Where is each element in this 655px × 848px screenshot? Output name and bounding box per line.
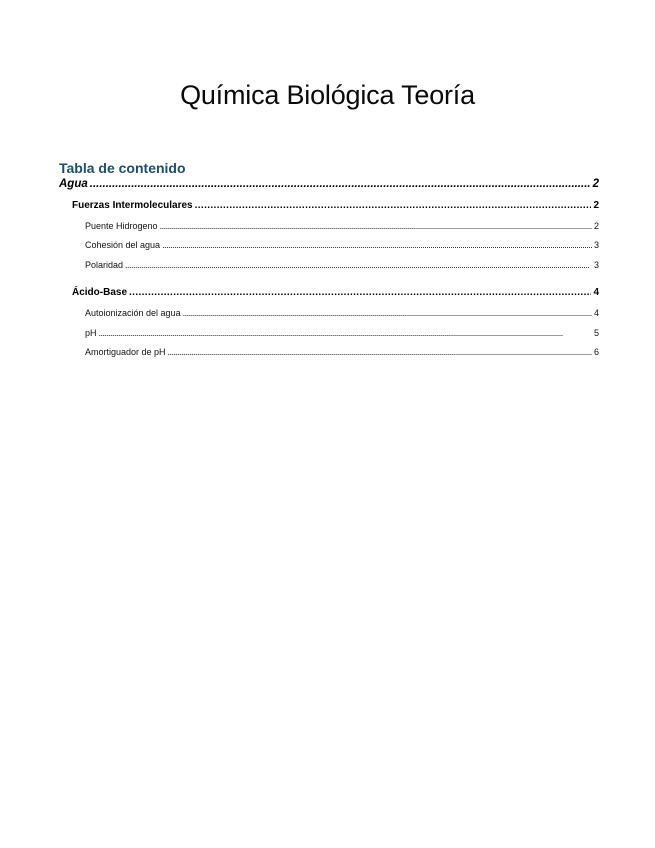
toc-page-number: 4 xyxy=(593,308,599,318)
toc-entry-label: Puente Hidrogeno xyxy=(85,221,158,231)
toc-dot-leader xyxy=(129,287,591,298)
toc-page-number: 2 xyxy=(592,178,599,190)
toc-dot-leader xyxy=(195,200,592,211)
toc-entry-cohesion-del-agua[interactable] xyxy=(85,240,599,250)
toc-entry-acido-base[interactable] xyxy=(72,287,599,298)
toc-dot-leader xyxy=(160,221,592,231)
toc-entry-label: Amortiguador de pH xyxy=(85,347,166,357)
toc-dot-leader xyxy=(162,240,592,250)
toc-page-number: 2 xyxy=(593,200,599,211)
toc-entry-label: Autoionización del agua xyxy=(85,308,181,318)
toc-entry-agua[interactable] xyxy=(59,178,599,190)
toc-entry-label: Polaridad xyxy=(85,260,124,270)
toc-entry-autoionizacion-del-agua[interactable] xyxy=(85,308,599,318)
toc-entry-puente-hidrogeno[interactable] xyxy=(85,221,599,231)
toc-entry-amortiguador-de-ph[interactable] xyxy=(85,347,599,357)
toc-page-number: 3 xyxy=(593,240,599,250)
toc-page-number: 4 xyxy=(593,287,599,298)
toc-entry-polaridad[interactable] xyxy=(85,260,599,270)
toc-entry-fuerzas-intermoleculares[interactable] xyxy=(72,200,599,211)
document-title: Química Biológica Teoría xyxy=(180,80,475,110)
toc-dot-leader xyxy=(183,308,592,318)
toc-dot-leader xyxy=(125,260,592,270)
toc-page-number: 5 xyxy=(593,328,599,338)
toc-dot-leader xyxy=(99,328,592,338)
toc-entry-label: Fuerzas Intermoleculares xyxy=(72,200,193,211)
toc-entry-ph[interactable] xyxy=(85,328,599,338)
toc-dot-leader xyxy=(168,347,592,357)
toc-page-number: 6 xyxy=(593,347,599,357)
toc-entry-label: pH xyxy=(85,328,97,338)
toc-entry-label: Agua xyxy=(59,178,88,190)
toc-heading: Tabla de contenido xyxy=(59,160,186,176)
toc-page-number: 3 xyxy=(593,260,599,270)
toc-page-number: 2 xyxy=(593,221,599,231)
toc-entry-label: Cohesión del agua xyxy=(85,240,161,250)
toc-entry-label: Ácido-Base xyxy=(72,287,128,298)
toc-dot-leader xyxy=(90,178,591,190)
